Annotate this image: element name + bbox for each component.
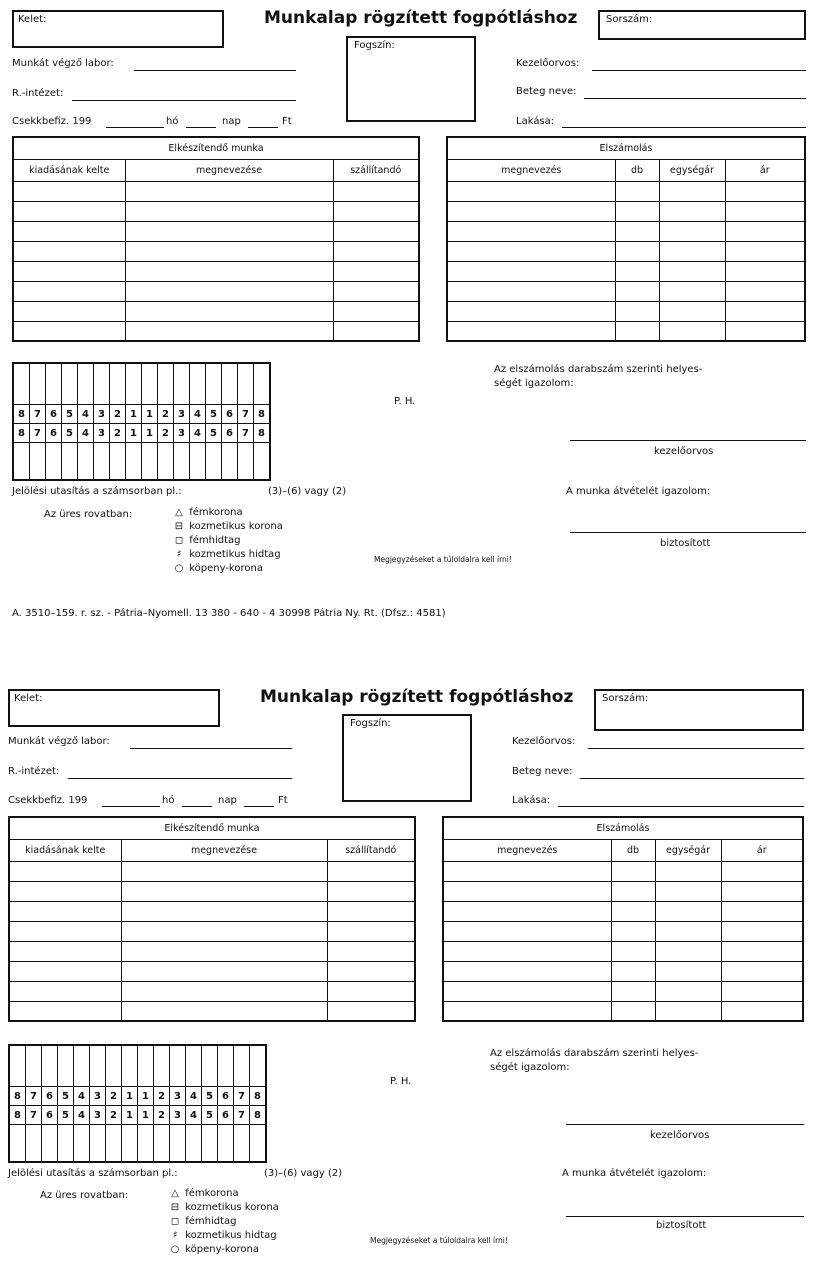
tooth-number[interactable]: 5: [206, 424, 222, 443]
tooth-number[interactable]: 3: [90, 1106, 106, 1125]
tooth-number[interactable]: 1: [126, 424, 142, 443]
beteg-field[interactable]: [580, 778, 804, 779]
biztositott-signature-field[interactable]: [566, 1216, 804, 1217]
tooth-number[interactable]: 3: [174, 405, 190, 424]
work-table: [8, 816, 416, 1022]
tooth-number[interactable]: 3: [170, 1106, 186, 1125]
work-table: [12, 136, 420, 342]
tooth-number[interactable]: 3: [94, 424, 110, 443]
tooth-number[interactable]: 5: [58, 1106, 74, 1125]
triangle-icon: △: [171, 1188, 179, 1199]
csekk-nap-label: nap: [218, 795, 237, 806]
square-icon: ◻: [174, 535, 184, 546]
fogszin-box[interactable]: [346, 36, 476, 122]
csekk-year-field[interactable]: [106, 127, 164, 128]
tooth-number[interactable]: 8: [250, 1087, 267, 1106]
tooth-number[interactable]: 6: [42, 1106, 58, 1125]
legend: [172, 507, 283, 577]
tooth-number[interactable]: 4: [78, 424, 94, 443]
tooth-number[interactable]: 8: [13, 405, 30, 424]
legend-label: köpeny-korona: [189, 563, 263, 574]
tooth-number[interactable]: 1: [126, 405, 142, 424]
table-row[interactable]: [13, 261, 419, 281]
atvetel-label: A munka átvételét igazolom:: [566, 486, 711, 497]
fogszin-label: Fogszín:: [354, 40, 395, 51]
table-row[interactable]: [443, 881, 803, 901]
kezeloorvos-label: Kezelőorvos:: [516, 58, 580, 69]
biztositott-signature-field[interactable]: [570, 532, 806, 533]
billing-col-ar: ár: [721, 839, 803, 861]
tooth-number[interactable]: 5: [62, 405, 78, 424]
billing-table: [446, 136, 806, 342]
igazolom-line2: ségét igazolom:: [494, 378, 574, 389]
form-top: [0, 0, 824, 619]
work-col-kelte: kiadásának kelte: [9, 839, 121, 861]
csekk-year-field[interactable]: [102, 806, 160, 807]
lakasa-label: Lakása:: [516, 116, 555, 127]
billing-col-ar: ár: [725, 159, 805, 181]
kezeloorvos-label: Kezelőorvos:: [512, 736, 576, 747]
boxed-square-icon: ⊟: [174, 521, 184, 532]
kezeloorvos-signature-label: kezelőorvos: [650, 1130, 710, 1141]
tooth-number[interactable]: 7: [26, 1106, 42, 1125]
work-table-title: Elkészítendő munka: [9, 817, 415, 839]
csekk-nap-field[interactable]: [244, 806, 274, 807]
sorszam-label: Sorszám:: [602, 693, 649, 704]
tooth-number[interactable]: 1: [142, 405, 158, 424]
teeth-upper-row[interactable]: [13, 405, 270, 424]
tooth-number[interactable]: 6: [218, 1087, 234, 1106]
labor-field[interactable]: [134, 70, 296, 71]
teeth-chart: [8, 1044, 267, 1163]
sorszam-box[interactable]: [598, 10, 806, 40]
lakasa-field[interactable]: [558, 806, 804, 807]
work-col-szallitando: szállítandó: [333, 159, 419, 181]
legend-label: fémkorona: [185, 1188, 239, 1199]
ph-label: P. H.: [390, 1076, 412, 1087]
tooth-number[interactable]: 3: [90, 1087, 106, 1106]
legend-label: kozmetikus korona: [185, 1202, 279, 1213]
table-row[interactable]: [13, 301, 419, 321]
legend-label: kozmetikus korona: [189, 521, 283, 532]
form-title: Munkalap rögzített fogpótláshoz: [264, 8, 578, 28]
billing-col-megnevezes: megnevezés: [447, 159, 615, 181]
tooth-number[interactable]: 7: [238, 424, 254, 443]
jeloles-example: (3)–(6) vagy (2): [268, 486, 347, 497]
legend-label: fémhidtag: [189, 535, 241, 546]
kezeloorvos-signature-field[interactable]: [566, 1124, 804, 1125]
work-col-szallitando: szállítandó: [327, 839, 415, 861]
tooth-number[interactable]: 2: [158, 405, 174, 424]
form-bottom: [0, 680, 824, 1280]
teeth-lower-blank-row[interactable]: [13, 443, 270, 481]
billing-col-egysegar: egységár: [655, 839, 721, 861]
tooth-number[interactable]: 8: [9, 1087, 26, 1106]
table-row[interactable]: [447, 241, 805, 261]
table-row[interactable]: [443, 901, 803, 921]
circle-icon: ○: [170, 1244, 180, 1255]
jeloles-label: Jelölési utasítás a számsorban pl.:: [12, 486, 182, 497]
tooth-number[interactable]: 5: [202, 1087, 218, 1106]
kelet-label: Kelet:: [18, 14, 47, 25]
circle-icon: ○: [174, 563, 184, 574]
tooth-number[interactable]: 6: [46, 405, 62, 424]
square-icon: ◻: [170, 1216, 180, 1227]
tooth-number[interactable]: 6: [42, 1087, 58, 1106]
intezet-field[interactable]: [72, 100, 296, 101]
tooth-number[interactable]: 4: [190, 405, 206, 424]
tooth-number[interactable]: 5: [206, 405, 222, 424]
tooth-number[interactable]: 1: [138, 1106, 154, 1125]
legend-item: [172, 521, 283, 535]
table-row[interactable]: [447, 281, 805, 301]
table-row[interactable]: [447, 321, 805, 341]
fogszin-box[interactable]: [342, 714, 472, 802]
jeloles-example: (3)–(6) vagy (2): [264, 1168, 343, 1179]
tooth-number[interactable]: 7: [234, 1106, 250, 1125]
billing-table-title: Elszámolás: [443, 817, 803, 839]
table-row[interactable]: [13, 241, 419, 261]
tooth-number[interactable]: 6: [222, 424, 238, 443]
hash-icon: ♯: [176, 549, 182, 560]
jeloles-label: Jelölési utasítás a számsorban pl.:: [8, 1168, 178, 1179]
intezet-field[interactable]: [68, 778, 292, 779]
tooth-number[interactable]: 2: [106, 1087, 122, 1106]
tooth-number[interactable]: 5: [58, 1087, 74, 1106]
intezet-label: R.-intézet:: [8, 766, 60, 777]
megjegyzes-note: Megjegyzéseket a túloldalra kell írni!: [374, 555, 512, 564]
csekk-ft-label: Ft: [282, 116, 292, 127]
csekk-ho-label: hó: [166, 116, 179, 127]
beteg-label: Beteg neve:: [512, 766, 573, 777]
printer-imprint: A. 3510–159. r. sz. - Pátria–Nyomell. 13 380 - 640 - 4 30998 Pátria Ny. Rt. (Dfsz.: 4581): [12, 608, 446, 619]
legend-item: [172, 549, 283, 563]
legend-item: [168, 1188, 279, 1202]
tooth-number[interactable]: 1: [138, 1087, 154, 1106]
table-row[interactable]: [9, 881, 415, 901]
table-row[interactable]: [447, 301, 805, 321]
billing-table-title: Elszámolás: [447, 137, 805, 159]
csekk-nap-label: nap: [222, 116, 241, 127]
tooth-number[interactable]: 2: [110, 405, 126, 424]
billing-col-megnevezes: megnevezés: [443, 839, 611, 861]
legend-item: [172, 563, 283, 577]
teeth-lower-row[interactable]: [9, 1106, 266, 1125]
tooth-number[interactable]: 3: [170, 1087, 186, 1106]
table-row[interactable]: [9, 941, 415, 961]
teeth-chart: [12, 362, 271, 481]
beteg-field[interactable]: [584, 98, 806, 99]
tooth-number[interactable]: 2: [154, 1106, 170, 1125]
tooth-number[interactable]: 7: [234, 1087, 250, 1106]
work-col-megnevezese: megnevezése: [125, 159, 333, 181]
work-col-kelte: kiadásának kelte: [13, 159, 125, 181]
table-row[interactable]: [9, 921, 415, 941]
tooth-number[interactable]: 8: [250, 1106, 267, 1125]
tooth-number[interactable]: 6: [46, 424, 62, 443]
atvetel-label: A munka átvételét igazolom:: [562, 1168, 707, 1179]
kezeloorvos-field[interactable]: [592, 70, 806, 71]
kelet-box[interactable]: [12, 10, 224, 48]
billing-col-egysegar: egységár: [659, 159, 725, 181]
table-row[interactable]: [13, 281, 419, 301]
ures-rovat-label: Az üres rovatban:: [40, 1190, 129, 1201]
tooth-number[interactable]: 4: [186, 1106, 202, 1125]
tooth-number[interactable]: 8: [254, 424, 271, 443]
table-row[interactable]: [9, 1001, 415, 1021]
table-row[interactable]: [9, 961, 415, 981]
sorszam-box[interactable]: [594, 689, 804, 731]
tooth-number[interactable]: 8: [254, 405, 271, 424]
table-row[interactable]: [9, 901, 415, 921]
table-row[interactable]: [447, 201, 805, 221]
tooth-number[interactable]: 8: [9, 1106, 26, 1125]
tooth-number[interactable]: 4: [186, 1087, 202, 1106]
kezeloorvos-signature-label: kezelőorvos: [654, 446, 714, 457]
tooth-number[interactable]: 2: [106, 1106, 122, 1125]
work-table-title: Elkészítendő munka: [13, 137, 419, 159]
biztositott-label: biztosított: [660, 538, 711, 549]
legend-item: [172, 535, 283, 549]
megjegyzes-note: Megjegyzéseket a túloldalra kell írni!: [370, 1236, 508, 1245]
legend-item: [168, 1216, 279, 1230]
legend-label: fémkorona: [189, 507, 243, 518]
csekk-ho-label: hó: [162, 795, 175, 806]
tooth-number[interactable]: 5: [202, 1106, 218, 1125]
billing-col-db: db: [615, 159, 659, 181]
kelet-box[interactable]: [8, 689, 220, 727]
tooth-number[interactable]: 4: [190, 424, 206, 443]
lakasa-label: Lakása:: [512, 795, 551, 806]
fogszin-label: Fogszín:: [350, 718, 391, 729]
intezet-label: R.-intézet:: [12, 88, 64, 99]
table-row[interactable]: [13, 201, 419, 221]
tooth-number[interactable]: 8: [13, 424, 30, 443]
table-row[interactable]: [443, 981, 803, 1001]
form-title: Munkalap rögzített fogpótláshoz: [260, 687, 574, 707]
triangle-icon: △: [175, 507, 183, 518]
kelet-label: Kelet:: [14, 693, 43, 704]
ures-rovat-label: Az üres rovatban:: [44, 509, 133, 520]
legend-label: fémhidtag: [185, 1216, 237, 1227]
csekk-label: Csekkbefiz. 199: [12, 116, 92, 127]
igazolom-line2: ségét igazolom:: [490, 1062, 570, 1073]
teeth-upper-blank-row[interactable]: [9, 1045, 266, 1087]
boxed-square-icon: ⊟: [170, 1202, 180, 1213]
table-row[interactable]: [447, 181, 805, 201]
igazolom-line1: Az elszámolás darabszám szerinti helyes-: [490, 1048, 699, 1059]
tooth-number[interactable]: 1: [142, 424, 158, 443]
legend-item: [168, 1244, 279, 1258]
table-row[interactable]: [13, 181, 419, 201]
table-row[interactable]: [443, 1001, 803, 1021]
labor-field[interactable]: [130, 748, 292, 749]
legend: [168, 1188, 279, 1258]
billing-col-db: db: [611, 839, 655, 861]
tooth-number[interactable]: 7: [30, 424, 46, 443]
tooth-number[interactable]: 1: [122, 1106, 138, 1125]
hash-icon: ♯: [172, 1230, 178, 1241]
kezeloorvos-signature-field[interactable]: [570, 440, 806, 441]
legend-label: köpeny-korona: [185, 1244, 259, 1255]
biztositott-label: biztosított: [656, 1220, 707, 1231]
table-row[interactable]: [9, 861, 415, 881]
table-row[interactable]: [443, 941, 803, 961]
table-row[interactable]: [13, 221, 419, 241]
csekk-label: Csekkbefiz. 199: [8, 795, 88, 806]
tooth-number[interactable]: 4: [78, 405, 94, 424]
ph-label: P. H.: [394, 396, 416, 407]
tooth-number[interactable]: 3: [94, 405, 110, 424]
tooth-number[interactable]: 2: [154, 1087, 170, 1106]
tooth-number[interactable]: 1: [122, 1087, 138, 1106]
work-col-megnevezese: megnevezése: [121, 839, 327, 861]
csekk-ho-field[interactable]: [186, 127, 216, 128]
tooth-number[interactable]: 6: [222, 405, 238, 424]
table-row[interactable]: [13, 321, 419, 341]
labor-label: Munkát végző labor:: [8, 736, 110, 747]
billing-table: [442, 816, 804, 1022]
csekk-nap-field[interactable]: [248, 127, 278, 128]
table-row[interactable]: [9, 981, 415, 1001]
teeth-lower-blank-row[interactable]: [9, 1125, 266, 1163]
csekk-ft-label: Ft: [278, 795, 288, 806]
legend-item: [172, 507, 283, 521]
tooth-number[interactable]: 5: [62, 424, 78, 443]
tooth-number[interactable]: 2: [110, 424, 126, 443]
legend-item: [168, 1230, 279, 1244]
tooth-number[interactable]: 4: [74, 1087, 90, 1106]
tooth-number[interactable]: 7: [26, 1087, 42, 1106]
table-row[interactable]: [447, 261, 805, 281]
tooth-number[interactable]: 3: [174, 424, 190, 443]
tooth-number[interactable]: 2: [158, 424, 174, 443]
tooth-number[interactable]: 4: [74, 1106, 90, 1125]
igazolom-line1: Az elszámolás darabszám szerinti helyes-: [494, 364, 703, 375]
table-row[interactable]: [447, 221, 805, 241]
labor-label: Munkát végző labor:: [12, 58, 114, 69]
tooth-number[interactable]: 7: [238, 405, 254, 424]
table-row[interactable]: [443, 921, 803, 941]
tooth-number[interactable]: 7: [30, 405, 46, 424]
sorszam-label: Sorszám:: [606, 14, 653, 25]
legend-item: [168, 1202, 279, 1216]
tooth-number[interactable]: 6: [218, 1106, 234, 1125]
teeth-lower-row[interactable]: [13, 424, 270, 443]
csekk-ho-field[interactable]: [182, 806, 212, 807]
table-row[interactable]: [443, 861, 803, 881]
table-row[interactable]: [443, 961, 803, 981]
teeth-upper-row[interactable]: [9, 1087, 266, 1106]
teeth-upper-blank-row[interactable]: [13, 363, 270, 405]
beteg-label: Beteg neve:: [516, 86, 577, 97]
lakasa-field[interactable]: [562, 127, 806, 128]
legend-label: kozmetikus hidtag: [185, 1230, 277, 1241]
kezeloorvos-field[interactable]: [588, 748, 804, 749]
legend-label: kozmetikus hidtag: [189, 549, 281, 560]
